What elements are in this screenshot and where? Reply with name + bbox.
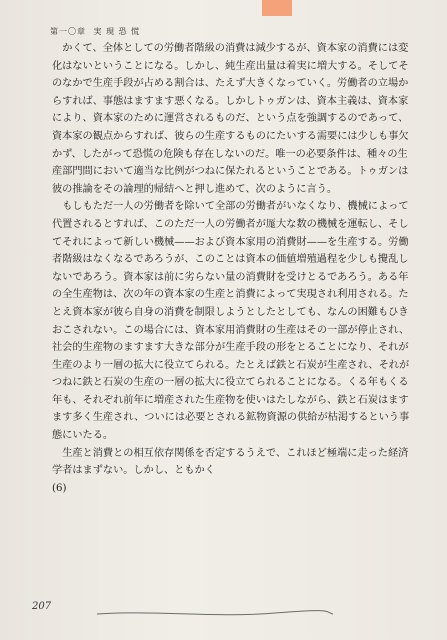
paragraph-3: 生産と消費との相互依存関係を否定するうえで、これほど極端に走った経済学者はまずない。しかし、ともかく [52,447,409,477]
paragraph-2: もしもただ一人の労働者を除いて全部の労働者がいなくなり、機械によって代置されるとすれば、このただ一人の労働者が厖大な数の機械を運転し、そしてそれによって新しい機械——および資本家用の消費財——を生産する。労働者階級はなくなるであろうが、このことは資本の価値増殖過程を少しも攪乱しないであろう。資本家は前に劣らない量の消費財を受けとるであろう。ある年の全生産物は、次の年の資本家の生産と消費によって実現され利用される。たとえ資本家が彼ら自身の消費を制限しようとしたとしても、なんの困難もひきおこされない。この場合には、資本家用消費財の生産はその一部が停止され、社会的生産物のますます大きな部分が生産手段の形をとることになり、それが生産のより一層の拡大に役立てられる。たとえば鉄と石炭が生産され、それがつねに鉄と石炭の生産の一層の拡大に役立てられることになる。くる年もくる年も、それぞれ前年に増産された生産物を使いはたしながら、鉄と石炭はますます多く生産され、ついには必要とされる鉱物資源の供給が枯渇するという事態にいたる。 [52,201,410,442]
sticky-note-tab [262,0,292,16]
pencil-underline-mark [95,606,335,620]
running-head [50,26,140,37]
page-number: 207 [32,601,52,612]
paragraph-1: かくて、全体としての労働者階級の消費は減少するが、資本家の消費には変化はないということになる。しかし、純生産出量は着実に増大する。そしてそのなかで生産手段が占める割合は、たえず大きくなっていく。労働者の立場からすれば、事態はますます悪くなる。しかしトゥガンは、資本主義は、資本家により、資本家のために運営されるものだ、という点を強調するのであって、資本家の観点からすれば、彼らの生産するものにたいする需要には少しも事欠かず、したがって恐慌の危険も存在しないのだ。唯一の必要条件は、種々の生産部門間において適当な比例がつねに保たれるということである。トゥガンは彼の推論をその論理的帰結へと押し進めて、次のように言う。 [52,43,409,195]
chapter-label: 第一〇章 [50,27,86,36]
body-text [52,40,412,595]
footnote-marker: (6) [52,482,67,494]
chapter-title: 実 現 恐 慌 [93,27,141,36]
